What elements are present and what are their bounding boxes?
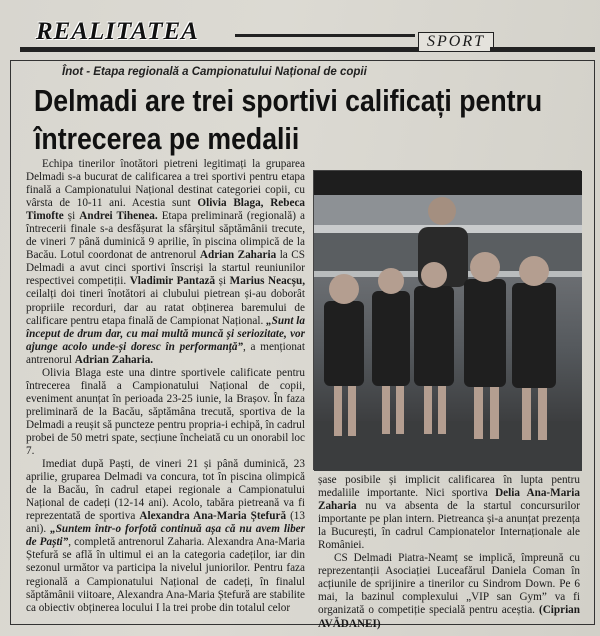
article-paragraph xyxy=(26,367,305,458)
article-text-run: Alexandra Ana-Maria Ștefură xyxy=(139,510,287,523)
masthead-rule xyxy=(490,47,595,52)
article-text-run: Echipa tinerilor înotători pietreni legitimați la gruparea Delmadi s-a bucurat de calificarea a trei sportivi pentru etapa finală a Campionatului Național destinat categoriei copii, cu vârsta de 10-11 ani. Acestia sunt xyxy=(26,158,305,210)
article-body-left xyxy=(26,158,305,618)
article-text-run: Delia Ana-Maria Zaharia xyxy=(318,487,580,513)
article-paragraph xyxy=(26,158,305,367)
article-text-run: nu va absenta de la startul concursurilor importante pe plan intern. Pietreanca și-a anunțat prezența la București, în cadrul Campionatelor Internaționale ale României. xyxy=(318,500,580,552)
article-text-run: Adrian Zaharia. xyxy=(74,353,154,366)
article-text-run: Imediat după Paști, de vineri 21 și până duminică, 23 aprilie, gruparea Delmadi va concura, tot în piscina olimpică de la Bacău, în cadrul etapei regionale a Campionatului Național de cadeți (12-14 ani). Acolo, tabăra pietreană va fi reprezentată de sportiva xyxy=(26,458,305,523)
masthead-rule xyxy=(20,47,420,52)
article-kicker: Înot - Etapa regională a Campionatului Național de copii xyxy=(62,66,367,78)
article-text-run: „Sunt la început de drum dar, cu mai multă muncă și seriozitate, vor ajunge acolo unde-și doresc în performanță” xyxy=(26,314,305,353)
article-text-run: șase posibile și implicit calificarea în lupta pentru medaliile importante. Nici sportiva xyxy=(318,474,580,500)
article-text-run: (Ciprian AVĂDANEI) xyxy=(318,604,580,630)
article-paragraph xyxy=(318,474,580,552)
section-label: SPORT xyxy=(418,32,494,52)
article-text-run: și xyxy=(215,275,230,288)
article-text-run: ceilalți doi tineri înotători ai clubului pietrean și-au doborât propriile recorduri, dar au ratat obținerea baremului de calificare pentru etapa finală de Campionat Național. xyxy=(26,288,305,327)
article-headline: Delmadi are trei sportivi calificați pentru întrecerea pe medalii xyxy=(34,83,543,156)
article-text-run: Etapa preliminară (regională) a întrecerii finale s-a desfășurat la sfârșitul săptămânii trecute, de vineri 7 până duminică 9 aprilie, în piscina olimpică de la Bacău. Lotul coordonat de antrenorul xyxy=(26,210,305,262)
article-text-run: CS Delmadi Piatra-Neamț se implică, împreună cu reprezentanții Asociației Luceafărul Daniela Coman în acțiunile de sprijinire a tinerilor cu Sindrom Down. Pe 6 mai, la bazinul complexului „VIP san Gym” va fi organizată o competiție specială pentru aceștia. xyxy=(318,552,580,617)
publication-title: REALITATEA xyxy=(36,18,199,45)
article-paragraph xyxy=(26,458,305,615)
article-text-run: și xyxy=(63,210,80,223)
article-text-run: Vladimir Pantază xyxy=(129,275,216,288)
article-text-run: la CS Delmadi a avut cinci sportivi înscriși la startul reuniunilor respectivei competiții. xyxy=(26,249,305,288)
article-text-run: , a menționat antrenorul xyxy=(26,340,305,366)
article-text-run: , completă antrenorul Zaharia. Alexandra Ana-Maria Ștefură se află în ultimul ei an la categoria cadeților, iar din sezonul următor va participa la nivelul juniorilor. Pentru faza regională a Campionatului Național de cadeți, în finalul săptămânii viitoare, Alexandra Ana-Maria Ștefură are stabilite ca obiectiv obținerea locului I la trei probe din totalul celor xyxy=(26,536,305,614)
masthead xyxy=(10,10,600,58)
article-paragraph xyxy=(318,552,580,630)
team-photo-icon xyxy=(314,171,582,471)
article-body-right xyxy=(318,474,580,630)
masthead-rule xyxy=(235,34,415,37)
article-text-run: „Suntem într-o forfotă continuă așa că nu avem liber de Paști” xyxy=(26,523,305,549)
team-photo xyxy=(313,170,581,470)
article-text-run: (13 ani). xyxy=(26,510,305,536)
article-text-run: Marius Neacșu, xyxy=(229,275,305,288)
article-text-run: Adrian Zaharia xyxy=(199,249,277,262)
article-text-run: Olivia Blaga, Rebeca Timofte xyxy=(26,197,306,223)
article-text-run: Olivia Blaga este una dintre sportivele calificate pentru întrecerea finală a Campionatului Național de copii, eveniment anunțat în perioada 23-25 iunie, la Brașov. În faza preliminară de la Bacău, săptămâna trecută, sportiva de la Delmadi a reușit să puncteze pentru propria-i echipă, în cadrul probei de 50 metri spate, secțiune încheiată cu un onorabil loc 7. xyxy=(26,366,305,458)
article-text-run: Andrei Tihenea. xyxy=(79,210,158,223)
